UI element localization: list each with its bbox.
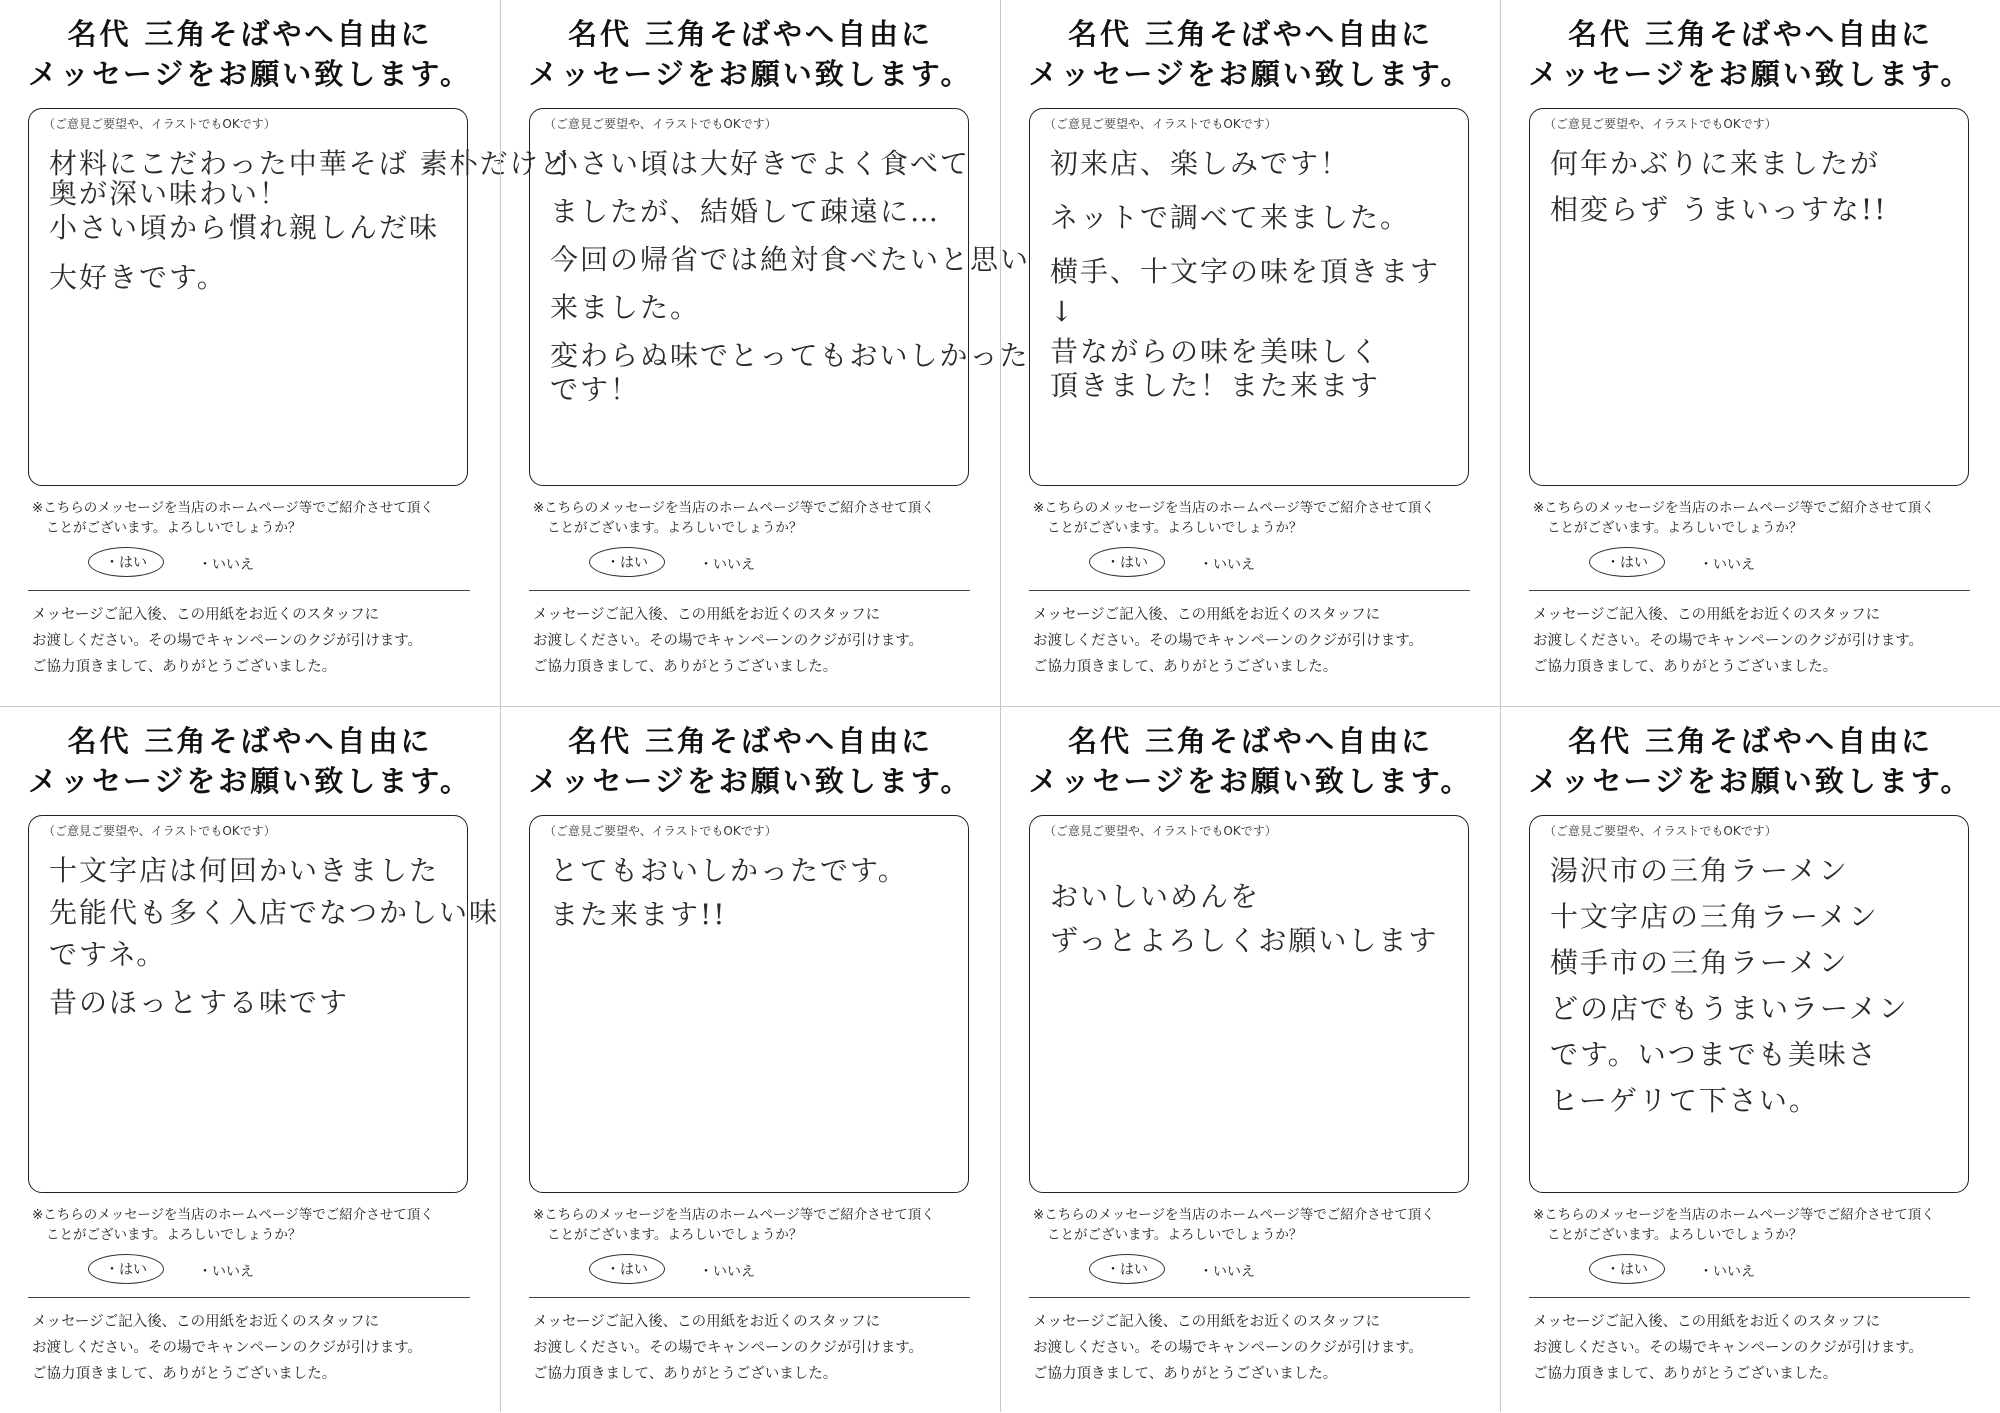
- message-line: 小さい頃から慣れ親しんだ味: [49, 211, 440, 244]
- message-line: です！: [550, 373, 641, 406]
- message-line: ヒーゲリて下さい。: [1550, 1084, 1819, 1117]
- message-line: ずっとよろしくお願いします: [1050, 924, 1439, 957]
- handwritten-message: [1550, 850, 1956, 1118]
- footer-line-2: お渡しください。その場でキャンペーンのクジが引けます。: [533, 633, 924, 649]
- message-line: 先能代も多く入店でなつかしい味: [49, 896, 500, 929]
- footer-line-1: メッセージご記入後、この用紙をお近くのスタッフに: [1033, 1314, 1381, 1330]
- footer-line-3: ご協力頂きまして、ありがとうございました。: [1033, 659, 1338, 675]
- answer-no: ・いいえ: [1199, 557, 1255, 573]
- handwritten-message: [1050, 143, 1456, 403]
- card-title: [1501, 14, 2000, 94]
- title-line-2: メッセージをお願い致します。: [1528, 764, 1973, 798]
- message-line: 頂きました！また来ます: [1050, 369, 1381, 402]
- consent-answers: [1059, 550, 1419, 580]
- footer-line-1: メッセージご記入後、この用紙をお近くのスタッフに: [1533, 607, 1881, 623]
- message-card-6: [500, 706, 1000, 1412]
- consent-line-1: ※こちらのメッセージを当店のホームページ等でご紹介させて頂く: [32, 1207, 434, 1223]
- box-hint: （ご意見ご要望や、イラストでもOKです）: [544, 117, 777, 131]
- title-line-1: 名代 三角そばやへ自由に: [567, 724, 934, 758]
- title-line-1: 名代 三角そばやへ自由に: [67, 724, 433, 758]
- consent-text: [1033, 498, 1483, 538]
- footer-line-2: お渡しください。その場でキャンペーンのクジが引けます。: [1033, 1340, 1424, 1356]
- consent-line-2: ことがございます。よろしいでしょうか？: [1547, 520, 1803, 536]
- card-title: [0, 14, 500, 94]
- consent-line-1: ※こちらのメッセージを当店のホームページ等でご紹介させて頂く: [1533, 500, 1935, 516]
- message-box: [529, 815, 969, 1193]
- message-line: 十文字店の三角ラーメン: [1550, 900, 1879, 933]
- footer-instructions: [533, 602, 993, 680]
- consent-line-1: ※こちらのメッセージを当店のホームページ等でご紹介させて頂く: [1033, 500, 1435, 516]
- consent-line-1: ※こちらのメッセージを当店のホームページ等でご紹介させて頂く: [32, 500, 434, 516]
- consent-answers: [1559, 1257, 1919, 1287]
- footer-line-1: メッセージご記入後、この用紙をお近くのスタッフに: [32, 1314, 380, 1330]
- answer-yes-circled: ・はい: [1589, 547, 1665, 577]
- consent-line-2: ことがございます。よろしいでしょうか？: [1547, 1227, 1803, 1243]
- message-line: 大好きです。: [49, 261, 227, 294]
- message-box: [1529, 815, 1969, 1193]
- title-line-1: 名代 三角そばやへ自由に: [67, 17, 433, 51]
- message-line: 材料にこだわった中華そば 素朴だけど: [49, 147, 570, 180]
- footer-instructions: [1533, 1309, 1993, 1387]
- footer-line-2: お渡しください。その場でキャンペーンのクジが引けます。: [1033, 633, 1424, 649]
- message-box: [1029, 108, 1469, 486]
- message-box: [529, 108, 1031, 486]
- divider: [1529, 590, 1970, 591]
- handwritten-message: [1050, 850, 1456, 958]
- footer-line-2: お渡しください。その場でキャンペーンのクジが引けます。: [1533, 1340, 1924, 1356]
- answer-no: ・いいえ: [1699, 1264, 1755, 1280]
- handwritten-message: [1550, 143, 1956, 227]
- consent-text: [533, 1205, 983, 1245]
- card-title: [1501, 721, 2000, 801]
- consent-line-1: ※こちらのメッセージを当店のホームページ等でご紹介させて頂く: [533, 1207, 935, 1223]
- consent-answers: [1059, 1257, 1419, 1287]
- divider: [529, 590, 970, 591]
- footer-line-2: お渡しください。その場でキャンペーンのクジが引けます。: [533, 1340, 924, 1356]
- handwritten-message: [49, 850, 500, 1020]
- message-card-3: [1000, 0, 1500, 706]
- title-line-1: 名代 三角そばやへ自由に: [1567, 724, 1934, 758]
- title-line-1: 名代 三角そばやへ自由に: [1567, 17, 1934, 51]
- answer-no: ・いいえ: [198, 1264, 254, 1280]
- message-line: です。いつまでも美味さ: [1550, 1038, 1878, 1071]
- answer-no: ・いいえ: [1699, 557, 1755, 573]
- message-line: ですネ。: [49, 938, 167, 971]
- consent-answers: [559, 1257, 919, 1287]
- title-line-2: メッセージをお願い致します。: [28, 57, 472, 91]
- message-box: [1529, 108, 1969, 486]
- title-line-1: 名代 三角そばやへ自由に: [567, 17, 934, 51]
- divider: [529, 1297, 970, 1298]
- message-line: 初来店、楽しみです！: [1050, 147, 1351, 180]
- message-card-5: [0, 706, 500, 1412]
- card-title: [501, 14, 1000, 94]
- message-line: 湯沢市の三角ラーメン: [1550, 854, 1849, 887]
- footer-line-1: メッセージご記入後、この用紙をお近くのスタッフに: [533, 607, 881, 623]
- consent-line-2: ことがございます。よろしいでしょうか？: [46, 1227, 302, 1243]
- footer-line-3: ご協力頂きまして、ありがとうございました。: [32, 1366, 337, 1382]
- answer-no: ・いいえ: [198, 557, 254, 573]
- box-hint: （ご意見ご要望や、イラストでもOKです）: [544, 824, 777, 838]
- footer-line-2: お渡しください。その場でキャンペーンのクジが引けます。: [32, 633, 423, 649]
- answer-yes-circled: ・はい: [589, 1254, 665, 1284]
- message-card-8: [1500, 706, 2000, 1412]
- message-card-4: [1500, 0, 2000, 706]
- card-title: [0, 721, 500, 801]
- answer-yes-circled: ・はい: [1589, 1254, 1665, 1284]
- message-line: ましたが、結婚して疎遠に…: [550, 195, 941, 228]
- message-line: 横手、十文字の味を頂きます: [1050, 255, 1441, 288]
- message-line: 来ました。: [550, 291, 701, 324]
- footer-line-1: メッセージご記入後、この用紙をお近くのスタッフに: [1033, 607, 1381, 623]
- card-title: [1001, 721, 1500, 801]
- message-line: とてもおいしかったです。: [550, 854, 908, 887]
- message-line: おいしいめんを: [1050, 880, 1261, 913]
- handwritten-message: [550, 850, 956, 932]
- footer-instructions: [1033, 1309, 1493, 1387]
- footer-line-1: メッセージご記入後、この用紙をお近くのスタッフに: [32, 607, 380, 623]
- handwritten-message: [49, 143, 570, 295]
- message-box: [28, 815, 500, 1193]
- footer-line-3: ご協力頂きまして、ありがとうございました。: [1533, 659, 1838, 675]
- consent-text: [1533, 498, 1983, 538]
- message-line: 今回の帰省では絶対食べたいと思い: [550, 243, 1031, 276]
- consent-text: [32, 498, 482, 538]
- consent-line-2: ことがございます。よろしいでしょうか？: [547, 520, 803, 536]
- message-line: ネットで調べて来ました。: [1050, 201, 1411, 234]
- box-hint: （ご意見ご要望や、イラストでもOKです）: [1044, 117, 1277, 131]
- title-line-2: メッセージをお願い致します。: [1028, 57, 1473, 91]
- divider: [1529, 1297, 1970, 1298]
- footer-instructions: [533, 1309, 993, 1387]
- answer-yes-circled: ・はい: [88, 1254, 164, 1284]
- card-title: [1001, 14, 1500, 94]
- consent-text: [1533, 1205, 1983, 1245]
- message-line: どの店でもうまいラーメン: [1550, 992, 1909, 1025]
- title-line-2: メッセージをお願い致します。: [528, 764, 973, 798]
- message-line: 昔ながらの味を美味しく: [1050, 335, 1381, 368]
- title-line-2: メッセージをお願い致します。: [28, 764, 472, 798]
- answer-no: ・いいえ: [699, 1264, 755, 1280]
- answer-yes-circled: ・はい: [1089, 1254, 1165, 1284]
- consent-line-1: ※こちらのメッセージを当店のホームページ等でご紹介させて頂く: [1033, 1207, 1435, 1223]
- consent-answers: [58, 1257, 418, 1287]
- consent-line-2: ことがございます。よろしいでしょうか？: [46, 520, 302, 536]
- footer-instructions: [1033, 602, 1493, 680]
- footer-instructions: [1533, 602, 1993, 680]
- answer-yes-circled: ・はい: [88, 547, 164, 577]
- message-line: 何年かぶりに来ましたが: [1550, 147, 1881, 180]
- message-line: ↓: [1050, 295, 1076, 328]
- consent-text: [32, 1205, 482, 1245]
- footer-line-1: メッセージご記入後、この用紙をお近くのスタッフに: [533, 1314, 881, 1330]
- consent-answers: [58, 550, 418, 580]
- box-hint: （ご意見ご要望や、イラストでもOKです）: [1544, 824, 1777, 838]
- footer-instructions: [32, 1309, 492, 1387]
- consent-line-1: ※こちらのメッセージを当店のホームページ等でご紹介させて頂く: [533, 500, 935, 516]
- message-line: また来ます!!: [550, 898, 727, 931]
- message-line: 十文字店は何回かいきました: [49, 854, 440, 887]
- divider: [1029, 590, 1470, 591]
- answer-no: ・いいえ: [699, 557, 755, 573]
- divider: [1029, 1297, 1470, 1298]
- consent-text: [1033, 1205, 1483, 1245]
- footer-line-3: ご協力頂きまして、ありがとうございました。: [533, 1366, 838, 1382]
- message-line: 昔のほっとする味です: [49, 986, 350, 1019]
- consent-line-2: ことがございます。よろしいでしょうか？: [1047, 520, 1303, 536]
- footer-line-2: お渡しください。その場でキャンペーンのクジが引けます。: [1533, 633, 1924, 649]
- box-hint: （ご意見ご要望や、イラストでもOKです）: [43, 117, 276, 131]
- footer-line-3: ご協力頂きまして、ありがとうございました。: [1533, 1366, 1838, 1382]
- message-line: 相変らず うまいっすな!!: [1550, 193, 1888, 226]
- message-box: [1029, 815, 1469, 1193]
- message-line: 変わらぬ味でとってもおいしかった: [550, 339, 1030, 372]
- consent-answers: [1559, 550, 1919, 580]
- footer-line-3: ご協力頂きまして、ありがとうございました。: [1033, 1366, 1338, 1382]
- answer-yes-circled: ・はい: [589, 547, 665, 577]
- divider: [28, 1297, 470, 1298]
- footer-line-2: お渡しください。その場でキャンペーンのクジが引けます。: [32, 1340, 423, 1356]
- footer-line-3: ご協力頂きまして、ありがとうございました。: [32, 659, 337, 675]
- footer-line-1: メッセージご記入後、この用紙をお近くのスタッフに: [1533, 1314, 1881, 1330]
- consent-line-2: ことがございます。よろしいでしょうか？: [547, 1227, 803, 1243]
- message-line: 奥が深い味わい！: [49, 177, 290, 210]
- box-hint: （ご意見ご要望や、イラストでもOKです）: [1044, 824, 1277, 838]
- message-card-7: [1000, 706, 1500, 1412]
- box-hint: （ご意見ご要望や、イラストでもOKです）: [43, 824, 276, 838]
- footer-instructions: [32, 602, 492, 680]
- answer-no: ・いいえ: [1199, 1264, 1255, 1280]
- message-box: [28, 108, 570, 486]
- message-line: 横手市の三角ラーメン: [1550, 946, 1849, 979]
- consent-line-1: ※こちらのメッセージを当店のホームページ等でご紹介させて頂く: [1533, 1207, 1935, 1223]
- message-line: 小さい頃は大好きでよく食べて: [550, 147, 971, 180]
- consent-answers: [559, 550, 919, 580]
- card-title: [501, 721, 1000, 801]
- answer-yes-circled: ・はい: [1089, 547, 1165, 577]
- handwritten-message: [550, 143, 1031, 407]
- divider: [28, 590, 470, 591]
- title-line-1: 名代 三角そばやへ自由に: [1067, 724, 1434, 758]
- title-line-2: メッセージをお願い致します。: [1528, 57, 1973, 91]
- consent-line-2: ことがございます。よろしいでしょうか？: [1047, 1227, 1303, 1243]
- title-line-1: 名代 三角そばやへ自由に: [1067, 17, 1434, 51]
- consent-text: [533, 498, 983, 538]
- message-card-2: [500, 0, 1031, 706]
- title-line-2: メッセージをお願い致します。: [528, 57, 973, 91]
- box-hint: （ご意見ご要望や、イラストでもOKです）: [1544, 117, 1777, 131]
- title-line-2: メッセージをお願い致します。: [1028, 764, 1473, 798]
- message-card-1: [0, 0, 570, 706]
- footer-line-3: ご協力頂きまして、ありがとうございました。: [533, 659, 838, 675]
